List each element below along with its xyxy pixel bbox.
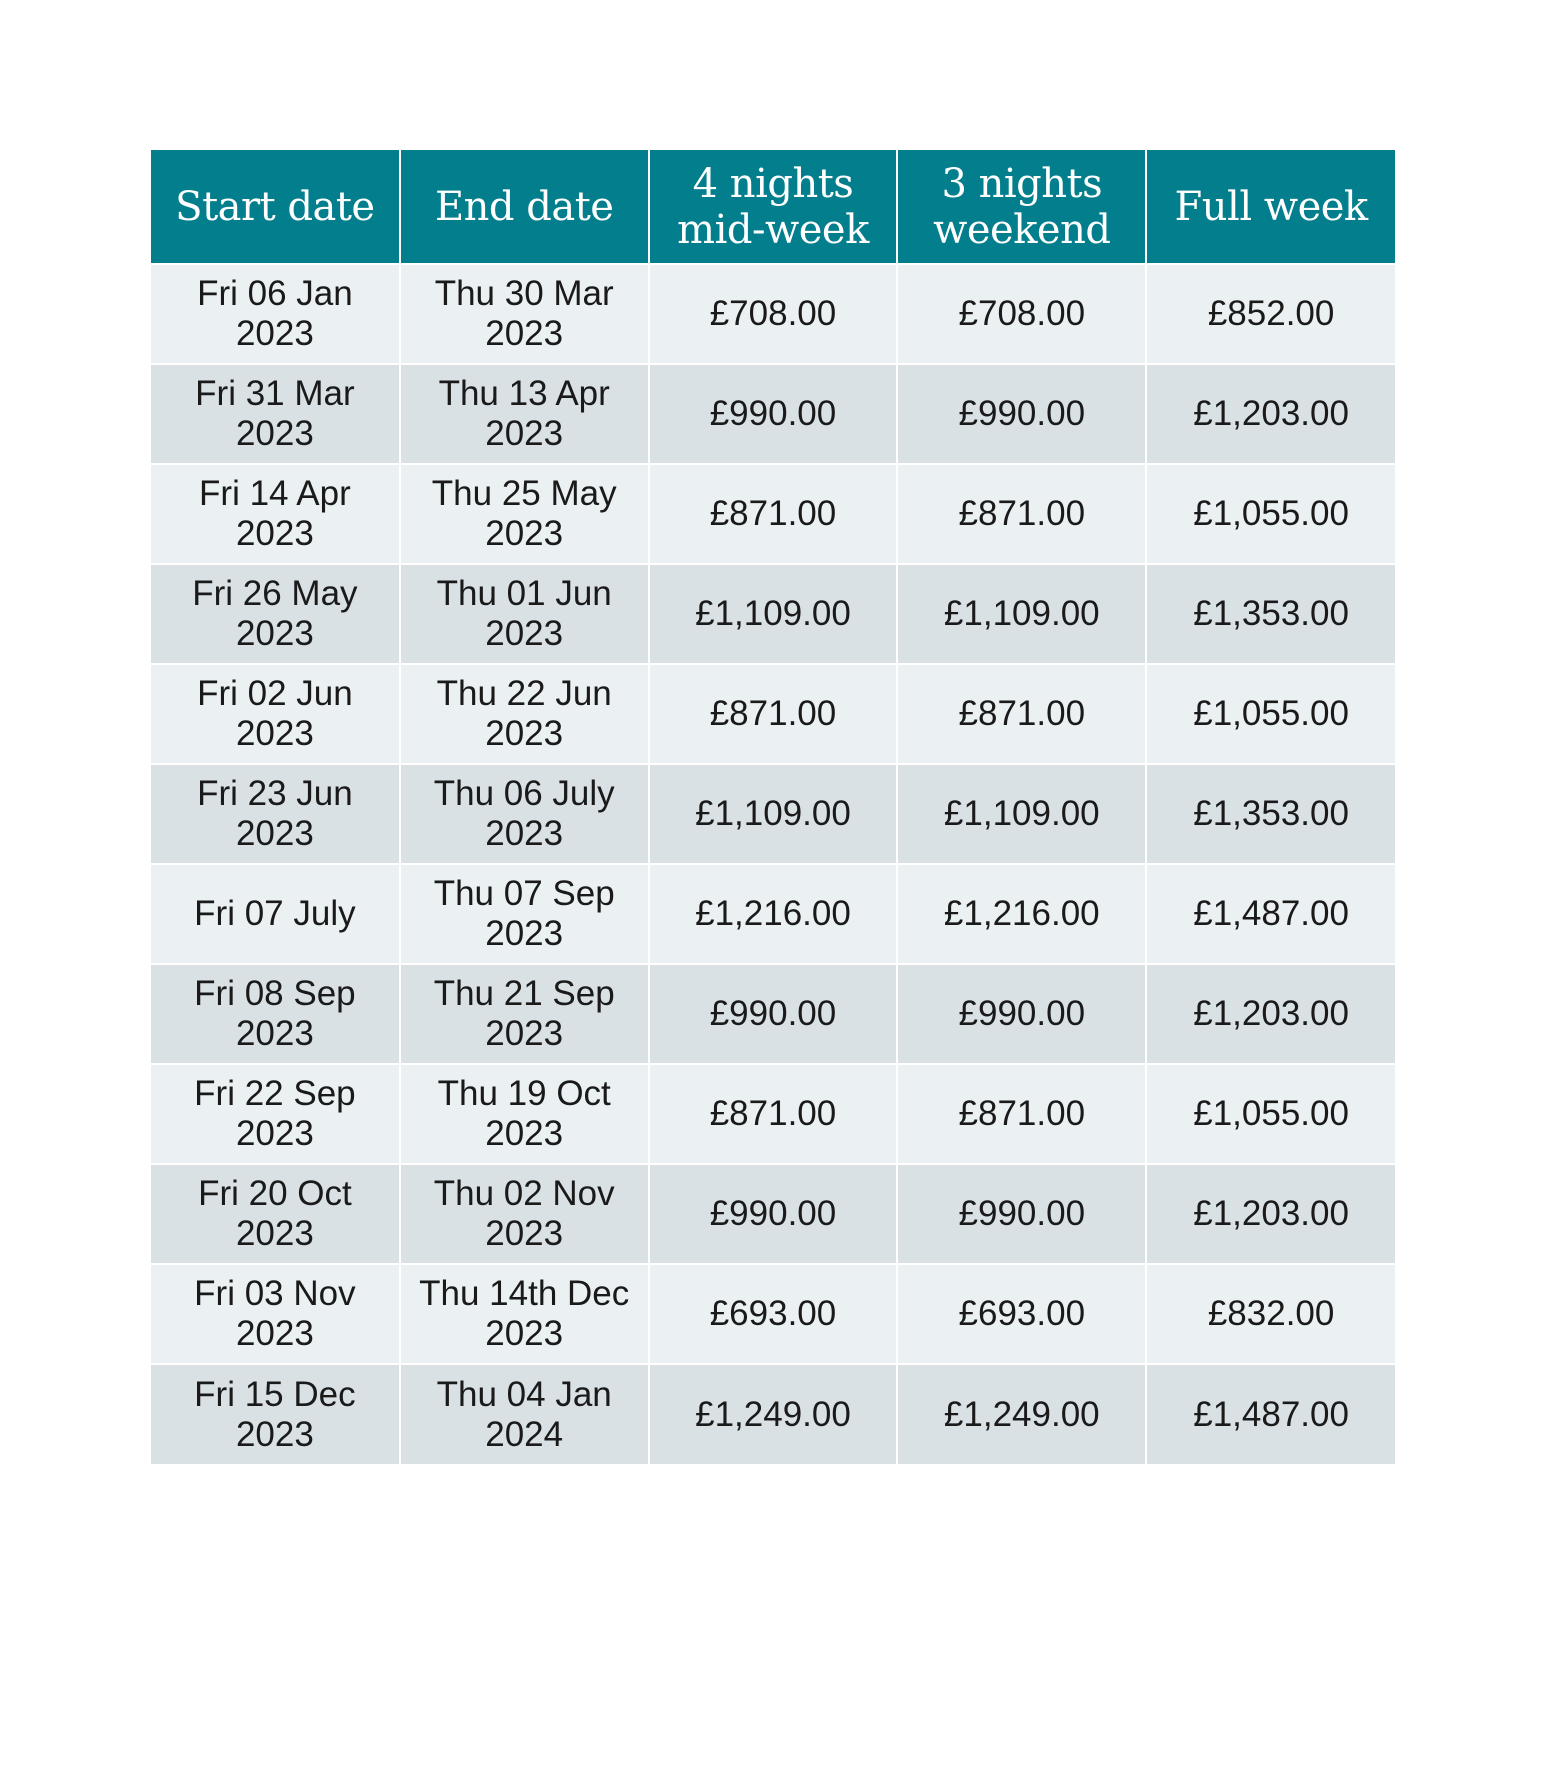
end-date-cell (400, 1164, 649, 1264)
end-date-cell-line1: Thu 04 Jan (436, 1374, 612, 1414)
end-date-cell (400, 464, 649, 564)
start-date-cell-line1: Fri 07 July (194, 894, 356, 933)
end-date-cell-line2: 2023 (485, 914, 564, 953)
midweek-price-cell: £990.00 (649, 364, 898, 464)
end-date-cell-line2: 2023 (485, 1314, 564, 1353)
end-date-cell-line2: 2023 (485, 414, 564, 453)
end-date-cell-line2: 2023 (485, 1214, 564, 1253)
end-date-cell-line2: 2024 (485, 1414, 564, 1454)
start-date-cell-line2: 2023 (235, 814, 314, 853)
midweek-price-cell: £1,109.00 (649, 564, 898, 664)
start-date-cell-line1: Fri 15 Dec (194, 1374, 356, 1414)
header-3-nights-weekend (897, 150, 1146, 264)
start-date-cell-line2: 2023 (235, 514, 314, 553)
header-full-week (1146, 150, 1395, 264)
end-date-cell-line1: Thu 19 Oct (437, 1074, 611, 1113)
midweek-price-cell: £871.00 (649, 664, 898, 764)
end-date-cell-line1: Thu 01 Jun (436, 574, 612, 613)
end-date-cell (400, 664, 649, 764)
start-date-cell-line1: Fri 02 Jun (197, 674, 353, 713)
start-date-cell-line2: 2023 (235, 1414, 314, 1454)
weekend-price-cell: £990.00 (897, 964, 1146, 1064)
midweek-price-cell: £990.00 (649, 1164, 898, 1264)
end-date-cell-line2: 2023 (485, 714, 564, 753)
weekend-price-cell: £871.00 (897, 664, 1146, 764)
weekend-price-cell: £1,109.00 (897, 764, 1146, 864)
midweek-price-cell: £1,216.00 (649, 864, 898, 964)
end-date-cell (400, 1264, 649, 1364)
weekend-price-cell: £871.00 (897, 464, 1146, 564)
start-date-cell-line1: Fri 06 Jan (197, 274, 353, 313)
weekend-price-cell: £708.00 (897, 264, 1146, 364)
price-table (151, 150, 1395, 1464)
fullweek-price-cell: £1,487.00 (1146, 864, 1395, 964)
table-row (151, 1264, 1395, 1364)
end-date-cell (400, 864, 649, 964)
start-date-cell-line1: Fri 20 Oct (198, 1174, 352, 1213)
start-date-cell (151, 964, 400, 1064)
end-date-cell-line1: Thu 06 July (433, 774, 615, 813)
weekend-price-cell: £693.00 (897, 1264, 1146, 1364)
table-row (151, 764, 1395, 864)
start-date-cell (151, 264, 400, 364)
start-date-cell-line2: 2023 (235, 1314, 314, 1353)
end-date-cell-line2: 2023 (485, 814, 564, 853)
end-date-cell-line2: 2023 (485, 1014, 564, 1053)
start-date-cell-line2: 2023 (235, 314, 314, 353)
end-date-cell-line1: Thu 30 Mar (434, 274, 614, 313)
start-date-cell (151, 564, 400, 664)
fullweek-price-cell: £1,055.00 (1146, 464, 1395, 564)
weekend-price-cell: £1,216.00 (897, 864, 1146, 964)
start-date-cell (151, 364, 400, 464)
header-label: Start date (175, 183, 375, 230)
table-row (151, 1364, 1395, 1464)
fullweek-price-cell: £1,487.00 (1146, 1364, 1395, 1464)
end-date-cell (400, 264, 649, 364)
end-date-cell (400, 1064, 649, 1164)
fullweek-price-cell: £1,353.00 (1146, 564, 1395, 664)
midweek-price-cell: £871.00 (649, 464, 898, 564)
start-date-cell-line2: 2023 (235, 1014, 314, 1053)
price-table-container (151, 150, 1395, 1464)
end-date-cell-line2: 2023 (485, 1114, 564, 1153)
start-date-cell-line2: 2023 (235, 1114, 314, 1153)
header-end-date (400, 150, 649, 264)
weekend-price-cell: £1,109.00 (897, 564, 1146, 664)
start-date-cell-line2: 2023 (235, 714, 314, 753)
fullweek-price-cell: £1,203.00 (1146, 964, 1395, 1064)
weekend-price-cell: £990.00 (897, 364, 1146, 464)
end-date-cell (400, 764, 649, 864)
fullweek-price-cell: £1,203.00 (1146, 364, 1395, 464)
end-date-cell (400, 564, 649, 664)
start-date-cell-line1: Fri 23 Jun (197, 774, 353, 813)
end-date-cell (400, 1364, 649, 1464)
end-date-cell (400, 364, 649, 464)
table-row (151, 464, 1395, 564)
table-row (151, 1164, 1395, 1264)
end-date-cell-line2: 2023 (485, 614, 564, 653)
header-4-nights-midweek (649, 150, 898, 264)
start-date-cell (151, 764, 400, 864)
start-date-cell-line1: Fri 14 Apr (199, 474, 351, 513)
weekend-price-cell: £871.00 (897, 1064, 1146, 1164)
start-date-cell-line1: Fri 22 Sep (194, 1074, 356, 1113)
header-label: Full week (1174, 183, 1368, 230)
table-row (151, 564, 1395, 664)
start-date-cell-line2: 2023 (235, 614, 314, 653)
start-date-cell (151, 1164, 400, 1264)
header-label: 4 nights (692, 160, 854, 207)
table-row (151, 864, 1395, 964)
end-date-cell-line1: Thu 21 Sep (433, 974, 615, 1013)
table-row (151, 664, 1395, 764)
end-date-cell-line1: Thu 14th Dec (419, 1274, 630, 1313)
table-row (151, 964, 1395, 1064)
header-start-date (151, 150, 400, 264)
table-row (151, 264, 1395, 364)
fullweek-price-cell: £852.00 (1146, 264, 1395, 364)
end-date-cell-line1: Thu 22 Jun (436, 674, 612, 713)
start-date-cell-line1: Fri 26 May (192, 574, 358, 613)
fullweek-price-cell: £1,055.00 (1146, 1064, 1395, 1164)
end-date-cell-line1: Thu 02 Nov (433, 1174, 615, 1213)
fullweek-price-cell: £1,203.00 (1146, 1164, 1395, 1264)
header-label: End date (434, 183, 614, 230)
end-date-cell-line2: 2023 (485, 314, 564, 353)
start-date-cell (151, 1364, 400, 1464)
header-label-line2: mid-week (677, 206, 869, 253)
end-date-cell (400, 964, 649, 1064)
midweek-price-cell: £1,109.00 (649, 764, 898, 864)
end-date-cell-line1: Thu 13 Apr (438, 374, 610, 413)
weekend-price-cell: £990.00 (897, 1164, 1146, 1264)
table-row (151, 1064, 1395, 1164)
header-label: 3 nights (941, 160, 1103, 207)
table-body (151, 264, 1395, 1464)
fullweek-price-cell: £832.00 (1146, 1264, 1395, 1364)
header-label-line2: weekend (933, 206, 1111, 253)
end-date-cell-line2: 2023 (485, 514, 564, 553)
midweek-price-cell: £871.00 (649, 1064, 898, 1164)
start-date-cell-line1: Fri 03 Nov (194, 1274, 356, 1313)
table-row (151, 364, 1395, 464)
start-date-cell-line2: 2023 (235, 1214, 314, 1253)
midweek-price-cell: £1,249.00 (649, 1364, 898, 1464)
start-date-cell (151, 464, 400, 564)
fullweek-price-cell: £1,353.00 (1146, 764, 1395, 864)
end-date-cell-line1: Thu 07 Sep (433, 874, 615, 913)
start-date-cell-line1: Fri 08 Sep (194, 974, 356, 1013)
end-date-cell-line1: Thu 25 May (431, 474, 617, 513)
table-header-row (151, 150, 1395, 264)
start-date-cell (151, 1064, 400, 1164)
start-date-cell (151, 864, 400, 964)
start-date-cell (151, 1264, 400, 1364)
start-date-cell (151, 664, 400, 764)
fullweek-price-cell: £1,055.00 (1146, 664, 1395, 764)
midweek-price-cell: £708.00 (649, 264, 898, 364)
midweek-price-cell: £693.00 (649, 1264, 898, 1364)
midweek-price-cell: £990.00 (649, 964, 898, 1064)
weekend-price-cell: £1,249.00 (897, 1364, 1146, 1464)
start-date-cell-line1: Fri 31 Mar (195, 374, 355, 413)
start-date-cell-line2: 2023 (235, 414, 314, 453)
